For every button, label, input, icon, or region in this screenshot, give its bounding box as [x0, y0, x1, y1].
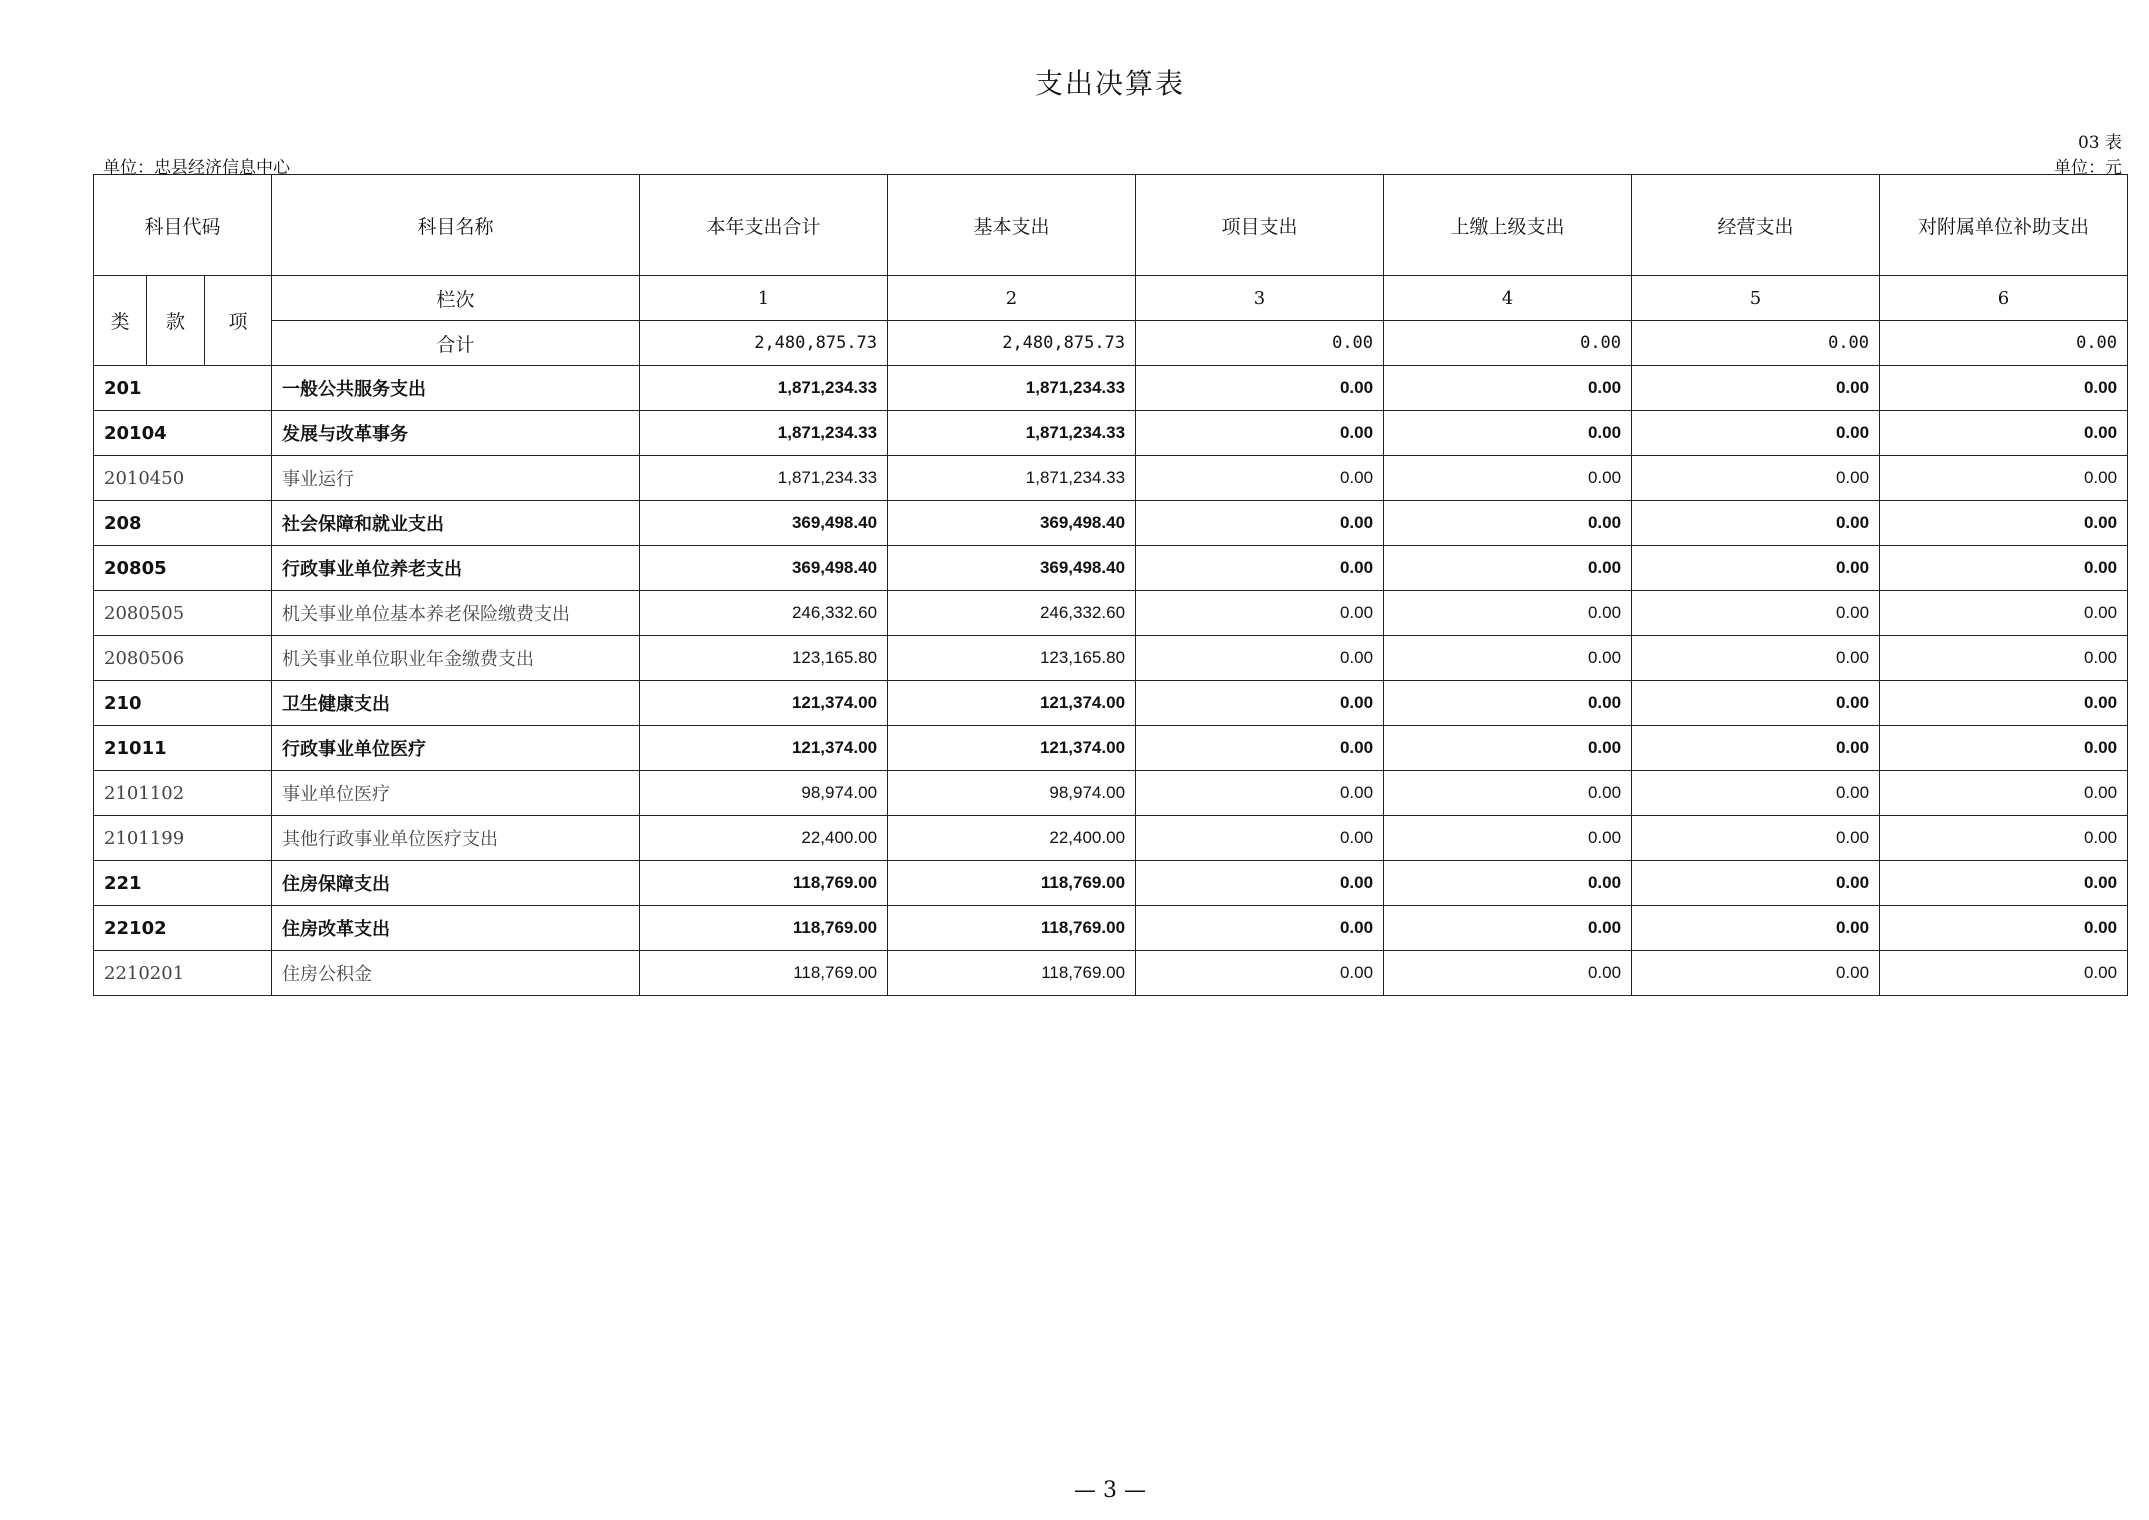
row-value: 0.00	[1384, 501, 1632, 546]
row-name: 住房公积金	[272, 951, 640, 996]
row-value: 0.00	[1136, 501, 1384, 546]
table-row	[94, 681, 2128, 726]
column-number: 4	[1384, 276, 1632, 321]
row-value: 1,871,234.33	[888, 411, 1136, 456]
row-value: 0.00	[1632, 771, 1880, 816]
row-value: 369,498.40	[888, 501, 1136, 546]
row-value: 1,871,234.33	[640, 456, 888, 501]
row-name: 住房保障支出	[272, 861, 640, 906]
column-number: 6	[1880, 276, 2128, 321]
header-business: 经营支出	[1632, 175, 1880, 276]
row-value: 0.00	[1384, 906, 1632, 951]
row-value: 0.00	[1632, 681, 1880, 726]
row-value: 0.00	[1880, 411, 2128, 456]
row-value: 0.00	[1384, 366, 1632, 411]
total-value: 2,480,875.73	[888, 321, 1136, 366]
row-code: 2080506	[94, 636, 272, 681]
table-row	[94, 726, 2128, 771]
header-total: 本年支出合计	[640, 175, 888, 276]
table-row	[94, 771, 2128, 816]
column-number: 1	[640, 276, 888, 321]
row-value: 0.00	[1384, 636, 1632, 681]
table-row	[94, 456, 2128, 501]
row-value: 0.00	[1136, 816, 1384, 861]
row-name: 机关事业单位职业年金缴费支出	[272, 636, 640, 681]
row-name: 机关事业单位基本养老保险缴费支出	[272, 591, 640, 636]
row-value: 0.00	[1136, 636, 1384, 681]
row-code: 20104	[94, 411, 272, 456]
row-name: 发展与改革事务	[272, 411, 640, 456]
row-value: 0.00	[1136, 726, 1384, 771]
page-number: — 3 —	[1074, 1478, 1146, 1503]
row-value: 121,374.00	[640, 681, 888, 726]
row-value: 22,400.00	[888, 816, 1136, 861]
row-code: 2010450	[94, 456, 272, 501]
row-value: 1,871,234.33	[640, 411, 888, 456]
row-value: 0.00	[1384, 456, 1632, 501]
row-value: 0.00	[1136, 861, 1384, 906]
table-row	[94, 636, 2128, 681]
row-value: 0.00	[1136, 456, 1384, 501]
total-label: 合计	[272, 321, 640, 366]
row-value: 0.00	[1632, 906, 1880, 951]
row-value: 98,974.00	[888, 771, 1136, 816]
header-xiang: 项	[205, 276, 272, 366]
row-value: 0.00	[1880, 951, 2128, 996]
table-row	[94, 366, 2128, 411]
expenditure-table	[93, 174, 2128, 996]
row-code: 2101102	[94, 771, 272, 816]
row-value: 0.00	[1384, 951, 1632, 996]
row-value: 0.00	[1632, 636, 1880, 681]
total-value: 0.00	[1136, 321, 1384, 366]
row-value: 369,498.40	[888, 546, 1136, 591]
row-value: 0.00	[1880, 726, 2128, 771]
row-value: 0.00	[1632, 726, 1880, 771]
total-value: 0.00	[1384, 321, 1632, 366]
row-value: 0.00	[1384, 771, 1632, 816]
unit-currency: 单位：元	[2054, 158, 2122, 178]
table-row	[94, 411, 2128, 456]
table-row	[94, 816, 2128, 861]
row-value: 0.00	[1632, 951, 1880, 996]
row-value: 22,400.00	[640, 816, 888, 861]
header-name: 科目名称	[272, 175, 640, 276]
row-value: 0.00	[1136, 411, 1384, 456]
header-lanci: 栏次	[272, 276, 640, 321]
total-value: 0.00	[1880, 321, 2128, 366]
table-row	[94, 861, 2128, 906]
row-value: 118,769.00	[888, 906, 1136, 951]
row-value: 0.00	[1880, 591, 2128, 636]
header-upper: 上缴上级支出	[1384, 175, 1632, 276]
row-code: 20805	[94, 546, 272, 591]
row-value: 0.00	[1136, 591, 1384, 636]
row-value: 0.00	[1384, 816, 1632, 861]
row-value: 246,332.60	[640, 591, 888, 636]
row-name: 卫生健康支出	[272, 681, 640, 726]
page-title: 支出决算表	[1034, 67, 1185, 100]
row-value: 0.00	[1384, 861, 1632, 906]
row-code: 210	[94, 681, 272, 726]
row-name: 事业运行	[272, 456, 640, 501]
row-value: 0.00	[1880, 681, 2128, 726]
header-code: 科目代码	[94, 175, 272, 276]
row-value: 0.00	[1880, 816, 2128, 861]
row-value: 0.00	[1880, 546, 2128, 591]
table-row	[94, 951, 2128, 996]
column-number-row	[94, 276, 2128, 321]
row-code: 208	[94, 501, 272, 546]
row-code: 201	[94, 366, 272, 411]
row-value: 118,769.00	[640, 861, 888, 906]
row-value: 0.00	[1136, 771, 1384, 816]
row-value: 121,374.00	[888, 681, 1136, 726]
header-project: 项目支出	[1136, 175, 1384, 276]
row-name: 其他行政事业单位医疗支出	[272, 816, 640, 861]
row-value: 123,165.80	[888, 636, 1136, 681]
row-value: 0.00	[1384, 591, 1632, 636]
header-basic: 基本支出	[888, 175, 1136, 276]
row-value: 0.00	[1880, 456, 2128, 501]
row-value: 369,498.40	[640, 546, 888, 591]
row-value: 369,498.40	[640, 501, 888, 546]
unit-organization: 单位：忠县经济信息中心	[103, 158, 290, 178]
row-value: 0.00	[1384, 411, 1632, 456]
column-number: 5	[1632, 276, 1880, 321]
row-code: 2210201	[94, 951, 272, 996]
row-value: 246,332.60	[888, 591, 1136, 636]
row-value: 0.00	[1632, 501, 1880, 546]
row-value: 118,769.00	[640, 951, 888, 996]
row-code: 2080505	[94, 591, 272, 636]
table-row	[94, 501, 2128, 546]
row-value: 123,165.80	[640, 636, 888, 681]
row-value: 0.00	[1632, 366, 1880, 411]
column-number: 2	[888, 276, 1136, 321]
row-code: 21011	[94, 726, 272, 771]
row-value: 0.00	[1384, 681, 1632, 726]
row-value: 1,871,234.33	[888, 366, 1136, 411]
row-value: 0.00	[1136, 951, 1384, 996]
row-value: 0.00	[1880, 771, 2128, 816]
row-name: 行政事业单位养老支出	[272, 546, 640, 591]
column-number: 3	[1136, 276, 1384, 321]
row-value: 0.00	[1880, 906, 2128, 951]
row-value: 118,769.00	[640, 906, 888, 951]
header-row	[94, 175, 2128, 276]
row-value: 1,871,234.33	[888, 456, 1136, 501]
row-name: 社会保障和就业支出	[272, 501, 640, 546]
row-name: 一般公共服务支出	[272, 366, 640, 411]
row-value: 0.00	[1632, 591, 1880, 636]
row-value: 0.00	[1136, 366, 1384, 411]
row-value: 1,871,234.33	[640, 366, 888, 411]
row-value: 0.00	[1632, 816, 1880, 861]
row-name: 行政事业单位医疗	[272, 726, 640, 771]
row-value: 121,374.00	[888, 726, 1136, 771]
row-name: 事业单位医疗	[272, 771, 640, 816]
row-value: 0.00	[1880, 501, 2128, 546]
header-lei: 类	[94, 276, 147, 366]
row-value: 98,974.00	[640, 771, 888, 816]
row-name: 住房改革支出	[272, 906, 640, 951]
form-number: 03 表	[2077, 133, 2122, 153]
table-row	[94, 906, 2128, 951]
row-value: 0.00	[1136, 906, 1384, 951]
row-value: 0.00	[1632, 861, 1880, 906]
row-value: 0.00	[1880, 861, 2128, 906]
row-value: 0.00	[1632, 546, 1880, 591]
row-code: 221	[94, 861, 272, 906]
row-value: 121,374.00	[640, 726, 888, 771]
header-subsidy: 对附属单位补助支出	[1880, 175, 2128, 276]
row-value: 0.00	[1384, 726, 1632, 771]
total-value: 2,480,875.73	[640, 321, 888, 366]
row-value: 0.00	[1880, 636, 2128, 681]
row-value: 0.00	[1632, 456, 1880, 501]
table-row	[94, 546, 2128, 591]
total-row	[94, 321, 2128, 366]
header-kuan: 款	[147, 276, 205, 366]
row-value: 0.00	[1136, 681, 1384, 726]
row-code: 22102	[94, 906, 272, 951]
row-value: 0.00	[1632, 411, 1880, 456]
row-value: 118,769.00	[888, 861, 1136, 906]
row-value: 0.00	[1880, 366, 2128, 411]
total-value: 0.00	[1632, 321, 1880, 366]
row-value: 0.00	[1384, 546, 1632, 591]
row-value: 0.00	[1136, 546, 1384, 591]
table-row	[94, 591, 2128, 636]
row-value: 118,769.00	[888, 951, 1136, 996]
row-code: 2101199	[94, 816, 272, 861]
